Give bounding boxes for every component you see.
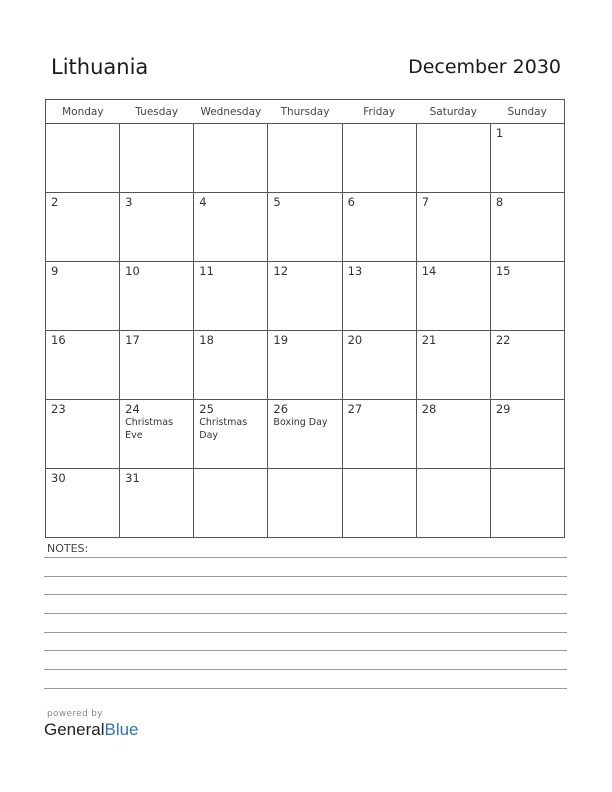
- day-cell: [490, 469, 564, 538]
- day-cell: [268, 193, 342, 262]
- day-cell: [120, 124, 194, 193]
- day-number: 19: [273, 333, 289, 347]
- day-number: 20: [347, 333, 363, 347]
- day-cell: [268, 124, 342, 193]
- day-number: 16: [51, 333, 66, 347]
- day-number: 2: [51, 195, 59, 209]
- weekday-header: Sunday: [490, 100, 564, 124]
- day-cell: [342, 124, 416, 193]
- day-cell: [120, 469, 194, 538]
- weekday-header: Thursday: [268, 100, 342, 124]
- holiday-label: Christmas Day: [199, 417, 248, 441]
- day-number: 7: [421, 195, 430, 209]
- day-number: 22: [495, 333, 511, 347]
- day-number: 3: [125, 195, 133, 209]
- holiday-label: Boxing Day: [273, 417, 328, 428]
- week-row: [46, 469, 565, 538]
- week-row: [46, 262, 565, 331]
- notes-line: [44, 688, 567, 689]
- notes-line: [44, 557, 567, 558]
- notes-line: [44, 632, 567, 633]
- calendar-body: [46, 124, 565, 538]
- day-number: 29: [495, 402, 511, 416]
- day-cell: [120, 331, 194, 400]
- holiday-label: Christmas Eve: [125, 417, 174, 441]
- day-number: 1: [495, 126, 504, 140]
- day-number: 8: [495, 195, 504, 209]
- day-cell: [342, 262, 416, 331]
- week-row: [46, 124, 565, 193]
- day-number: 5: [273, 195, 281, 209]
- week-row: [46, 193, 565, 262]
- weekday-header: Tuesday: [120, 100, 194, 124]
- day-number: 21: [421, 333, 437, 347]
- day-cell: [416, 193, 490, 262]
- generalblue-logo: [44, 720, 139, 740]
- day-cell: [490, 124, 564, 193]
- day-cell: [268, 331, 342, 400]
- day-cell: [120, 262, 194, 331]
- day-cell: [194, 193, 268, 262]
- day-cell: [46, 331, 120, 400]
- day-number: 11: [199, 264, 214, 278]
- day-cell: [120, 193, 194, 262]
- day-number: 12: [273, 264, 289, 278]
- day-number: 10: [125, 264, 140, 278]
- day-number: 4: [199, 195, 207, 209]
- day-number: 30: [51, 471, 66, 485]
- day-cell: [416, 124, 490, 193]
- day-cell: [46, 124, 120, 193]
- day-number: 23: [51, 402, 66, 416]
- day-cell: [194, 124, 268, 193]
- day-cell: [194, 262, 268, 331]
- day-number: 26: [273, 402, 289, 416]
- day-cell: [490, 331, 564, 400]
- day-cell: [268, 400, 342, 469]
- day-cell: [268, 262, 342, 331]
- notes-line: [44, 594, 567, 595]
- notes-line: [44, 669, 567, 670]
- day-cell: [46, 262, 120, 331]
- weekday-header: Monday: [46, 100, 120, 124]
- day-cell: [416, 262, 490, 331]
- day-number: 6: [347, 195, 355, 209]
- day-cell: [490, 193, 564, 262]
- day-number: 24: [125, 402, 140, 416]
- weekday-header-row: [46, 100, 565, 124]
- day-cell: [194, 400, 268, 469]
- notes-line: [44, 576, 567, 577]
- month-year-title: December 2030: [408, 56, 561, 78]
- notes-line: [44, 650, 567, 651]
- day-cell: [416, 469, 490, 538]
- day-number: 9: [51, 264, 59, 278]
- week-row: [46, 400, 565, 469]
- day-cell: [416, 400, 490, 469]
- day-number: 27: [347, 402, 363, 416]
- day-cell: [46, 400, 120, 469]
- day-cell: [342, 469, 416, 538]
- brand-blue-text: Blue: [104, 720, 139, 739]
- day-cell: [268, 469, 342, 538]
- brand-general-text: General: [44, 720, 105, 739]
- day-cell: [490, 400, 564, 469]
- notes-label: NOTES:: [47, 542, 89, 555]
- day-number: 15: [495, 264, 511, 278]
- calendar-grid: [45, 99, 565, 538]
- day-number: 28: [421, 402, 437, 416]
- powered-by-text: powered by: [47, 709, 103, 719]
- day-number: 13: [347, 264, 363, 278]
- day-cell: [194, 469, 268, 538]
- day-number: 18: [199, 333, 214, 347]
- day-cell: [490, 262, 564, 331]
- weekday-header: Wednesday: [194, 100, 268, 124]
- notes-line: [44, 613, 567, 614]
- weekday-header: Friday: [342, 100, 416, 124]
- day-cell: [342, 400, 416, 469]
- day-number: 31: [125, 471, 140, 485]
- day-cell: [342, 193, 416, 262]
- weekday-header: Saturday: [416, 100, 490, 124]
- day-cell: [416, 331, 490, 400]
- week-row: [46, 331, 565, 400]
- day-cell: [46, 193, 120, 262]
- day-cell: [194, 331, 268, 400]
- day-cell: [342, 331, 416, 400]
- day-number: 25: [199, 402, 214, 416]
- day-number: 14: [421, 264, 437, 278]
- day-cell: [46, 469, 120, 538]
- day-number: 17: [125, 333, 140, 347]
- country-title: Lithuania: [51, 55, 149, 79]
- day-cell: [120, 400, 194, 469]
